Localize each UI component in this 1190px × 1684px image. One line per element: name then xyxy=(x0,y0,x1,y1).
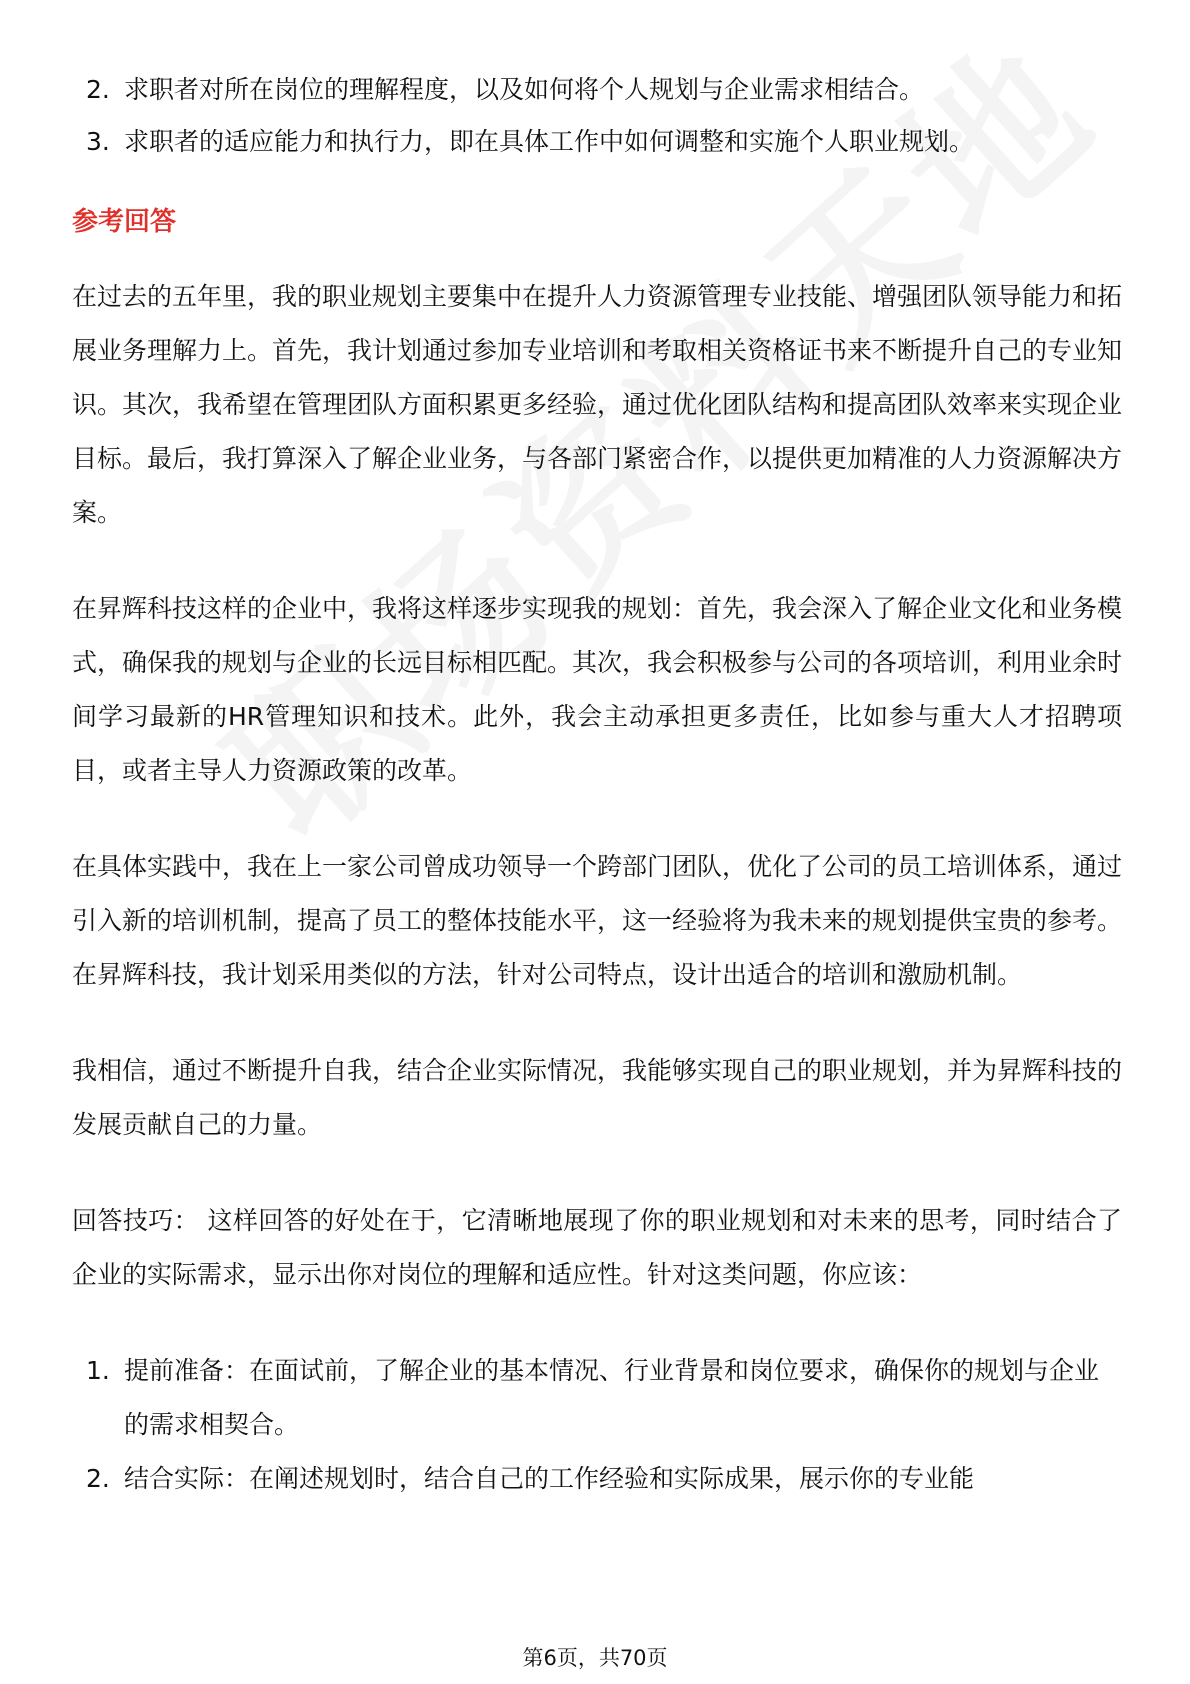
section-title: 参考回答 xyxy=(72,207,177,237)
criteria-list xyxy=(72,64,1122,168)
answer-paragraph: 我相信，通过不断提升自我，结合企业实际情况，我能够实现自己的职业规划，并为昇辉科技的发展贡献自己的力量。 xyxy=(72,1056,1123,1139)
list-item xyxy=(72,64,1122,116)
list-number: 2. xyxy=(86,1464,110,1493)
list-number: 1. xyxy=(86,1356,110,1385)
list-text: 求职者对所在岗位的理解程度，以及如何将个人规划与企业需求相结合。 xyxy=(124,75,925,104)
document-body xyxy=(72,64,1122,1506)
page-footer: 第6页，共70页 xyxy=(522,1646,668,1670)
answer-paragraph: 在昇辉科技这样的企业中，我将这样逐步实现我的规划：首先，我会深入了解企业文化和业务模式，确保我的规划与企业的长远目标相匹配。其次，我会积极参与公司的各项培训，利用业余时间学习最新的HR管理知识和技术。此外，我会主动承担更多责任，比如参与重大人才招聘项目，或者主导人力资源政策的改革。 xyxy=(72,594,1123,785)
tips-paragraph: 回答技巧： 这样回答的好处在于，它清晰地展现了你的职业规划和对未来的思考，同时结合了企业的实际需求，显示出你对岗位的理解和适应性。针对这类问题，你应该： xyxy=(72,1206,1122,1289)
list-text: 提前准备：在面试前，了解企业的基本情况、行业背景和岗位要求，确保你的规划与企业的需求相契合。 xyxy=(124,1356,1100,1439)
list-item xyxy=(72,1452,1122,1506)
answer-paragraph: 在过去的五年里，我的职业规划主要集中在提升人力资源管理专业技能、增强团队领导能力和拓展业务理解力上。首先，我计划通过参加专业培训和考取相关资格证书来不断提升自己的专业知识。其次，我希望在管理团队方面积累更多经验，通过优化团队结构和提高团队效率来实现企业目标。最后，我打算深入了解企业业务，与各部门紧密合作，以提供更加精准的人力资源解决方案。 xyxy=(72,282,1123,527)
tips-list xyxy=(72,1344,1122,1506)
list-text: 结合实际：在阐述规划时，结合自己的工作经验和实际成果，展示你的专业能 xyxy=(124,1464,975,1493)
answer-paragraph: 在具体实践中，我在上一家公司曾成功领导一个跨部门团队，优化了公司的员工培训体系，通过引入新的培训机制，提高了员工的整体技能水平，这一经验将为我未来的规划提供宝贵的参考。在昇辉科技，我计划采用类似的方法，针对公司特点，设计出适合的培训和激励机制。 xyxy=(72,852,1123,989)
list-item xyxy=(72,1344,1122,1452)
list-item xyxy=(72,116,1122,168)
list-number: 3. xyxy=(86,127,110,156)
list-text: 求职者的适应能力和执行力，即在具体工作中如何调整和实施个人职业规划。 xyxy=(124,127,975,156)
list-number: 2. xyxy=(86,75,110,104)
